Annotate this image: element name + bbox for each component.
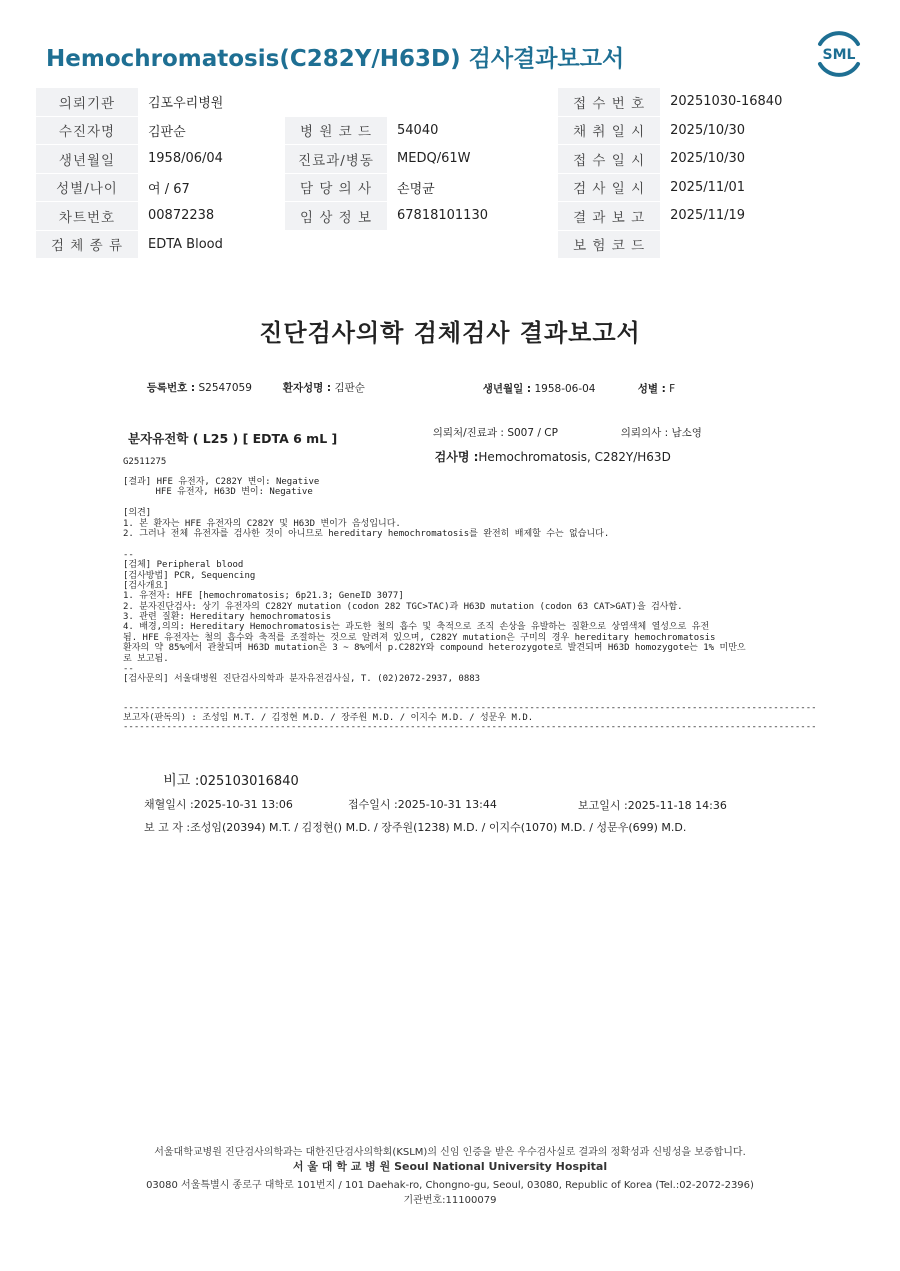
dept-value: S007 / CP [507,427,558,439]
info-value: 2025/10/30 [660,116,864,145]
divider-top: -------------------------------------------------------------------------------------------------------------------------------- [123,703,817,713]
info-row [36,202,864,231]
sex [631,369,675,396]
reporter-label: 보 고 자 : [144,821,191,834]
result-body [123,477,763,685]
reg-number [140,368,252,395]
sex-label: 성별 : [637,383,666,395]
info-value: 2025/11/01 [660,173,864,202]
info-value [660,230,864,259]
info-value: 손명균 [387,173,558,202]
divider-bottom: -------------------------------------------------------------------------------------------------------------------------------- [123,722,817,732]
reported-value: 2025-11-18 14:36 [627,799,727,812]
info-value [387,88,558,116]
doctor-label: 의뢰의사 : [620,427,669,439]
info-label: 수진자명 [36,116,138,145]
info-value: 1958/06/04 [138,145,285,174]
info-label: 채 취 일 시 [558,116,660,145]
result-line: -- [123,664,134,675]
result-line: 로 보고됨. [123,653,169,664]
info-label: 보 험 코 드 [558,230,660,259]
received-label: 접수일시 : [348,798,398,811]
info-row [36,145,864,174]
result-line: [결과] HFE 유전자, C282Y 변이: Negative [123,477,320,487]
info-row [36,173,864,202]
result-line: [의견] [123,508,152,519]
result-line: 1. 유전자: HFE [hemochromatosis; 6p21.3; GeneID 3077] [123,591,404,602]
reported-label: 보고일시 : [578,799,628,812]
received-value: 2025-10-31 13:44 [397,798,497,811]
patient-label: 환자성명 : [282,382,332,394]
result-line [123,498,763,508]
result-line: -- [123,549,134,560]
info-label: 진료과/병동 [285,145,387,174]
result-line: 3. 관련 질환: Hereditary hemochromatosis [123,612,332,623]
info-label: 결 과 보 고 [558,202,660,231]
footer-certification: 서울대학교병원 진단검사의학과는 대한진단검사의학회(KSLM)의 신임 인증을 받은 우수검사실로 결과의 정확성과 신빙성을 보증합니다. [154,1147,746,1158]
reporters-line: 보고자(판독의) : 조성임 M.T. / 김정현 M.D. / 장주원 M.D. / 이지수 M.D. / 성문우 M.D. [123,713,534,723]
info-label: 성별/나이 [36,173,138,202]
test-value: Hemochromatosis, C282Y/H63D [478,450,671,464]
result-line: 2. 분자진단검사: 상기 유전자의 C282Y mutation (codon 282 TGC>TAC)과 H63D mutation (codon 63 CAT>GAT)을 검사함. [123,601,683,612]
info-value: 20251030-16840 [660,88,864,116]
birth-date [476,369,596,396]
patient-name [276,368,365,395]
info-row [36,116,864,145]
info-label [285,88,387,116]
report-title: Hemochromatosis(C282Y/H63D) 검사결과보고서 [46,46,625,72]
patient-value: 김판순 [334,382,365,394]
footer-hospital: 서 울 대 학 교 병 원 Seoul National University Hospital [292,1160,608,1173]
info-value: 2025/10/30 [660,145,864,174]
result-line: 2. 그러나 전체 유전자를 검사한 것이 아니므로 hereditary hemochromatosis를 완전히 배제할 수는 없습니다. [123,528,610,539]
info-label: 접 수 일 시 [558,145,660,174]
dept-label: 의뢰처/진료과 : [432,427,504,439]
result-line: 4. 배경,의의: Hereditary Hemochromatosis는 과도한 철의 흡수 및 축적으로 조직 손상을 유발하는 질환으로 상염색체 열성으로 유전 [123,622,710,633]
footer-address: 03080 서울특별시 종로구 대학로 101번지 / 101 Daehak-ro, Chongno-gu, Seoul, 03080, Republic of Korea (Tel.:02-2072-2396) [146,1180,754,1191]
info-value: 2025/11/19 [660,202,864,231]
info-value: EDTA Blood [138,230,285,259]
info-label: 담 당 의 사 [285,173,387,202]
sex-value: F [669,383,676,395]
reg-value: S2547059 [198,382,252,394]
info-value: 00872238 [138,202,285,231]
info-value: 김판순 [138,116,285,145]
result-line: [검사문의] 서울대병원 진단검사의학과 분자유전검사실, T. (02)2072-2937, 0883 [123,674,481,685]
specimen-id: G2511275 [123,457,167,467]
patient-info-table [36,88,864,259]
svg-text:SML: SML [822,47,856,63]
info-label: 임 상 정 보 [285,202,387,231]
info-label: 생년월일 [36,145,138,174]
report-heading: 진단검사의학 검체검사 결과보고서 [259,319,641,347]
info-label: 검 체 종 류 [36,230,138,259]
info-value: 67818101130 [387,202,558,231]
info-row [36,88,864,116]
remark-label: 비고 : [163,773,200,789]
result-line: 1. 본 환자는 HFE 유전자의 C282Y 및 H63D 변이가 음성입니다. [123,518,401,529]
test-name [427,434,671,465]
info-label: 접 수 번 호 [558,88,660,116]
info-value: 김포우리병원 [138,88,285,116]
info-value: MEDQ/61W [387,145,558,174]
info-label: 차트번호 [36,202,138,231]
info-value: 여 / 67 [138,173,285,202]
result-line: 됨. HFE 유전자는 철의 흡수와 축적를 조절하는 것으로 알려져 있으며, C282Y mutation은 구미의 경우 hereditary hemochromatosis [123,632,716,643]
section-title: 분자유전학 ( L25 ) [ EDTA 6 mL ] [128,431,338,446]
test-label: 검사명 : [434,450,479,464]
collected-value: 2025-10-31 13:06 [193,798,293,811]
reporter-line [137,806,686,835]
reg-label: 등록번호 : [146,382,196,394]
info-label: 의뢰기관 [36,88,138,116]
info-label [285,230,387,259]
reporter-value: 조성임(20394) M.T. / 김정현() M.D. / 장주원(1238) M.D. / 이지수(1070) M.D. / 성문우(699) M.D. [190,821,687,834]
info-value [387,230,558,259]
result-line [123,539,763,549]
info-label: 검 사 일 시 [558,173,660,202]
result-line: 환자의 약 85%에서 관찰되며 H63D mutation은 3 ~ 8%에서 p.C282Y와 compound heterozygote로 발견되며 H63D homozygote는 1% 미만으 [123,643,746,654]
dob-label: 생년월일 : [482,383,532,395]
remark-value: 025103016840 [199,774,299,789]
doctor-value: 남소영 [671,427,702,439]
dob-value: 1958-06-04 [534,383,596,395]
result-line: [검사개요] [123,580,169,591]
collected-label: 채혈일시 : [144,798,194,811]
info-label: 병 원 코 드 [285,116,387,145]
result-line: [검사방법] PCR, Sequencing [123,570,256,581]
result-line: [검체] Peripheral blood [123,560,244,571]
result-line: HFE 유전자, H63D 변이: Negative [123,487,313,498]
info-row [36,230,864,259]
footer-institution-code: 기관번호:11100079 [403,1195,497,1206]
info-value: 54040 [387,116,558,145]
sml-logo [812,28,866,78]
